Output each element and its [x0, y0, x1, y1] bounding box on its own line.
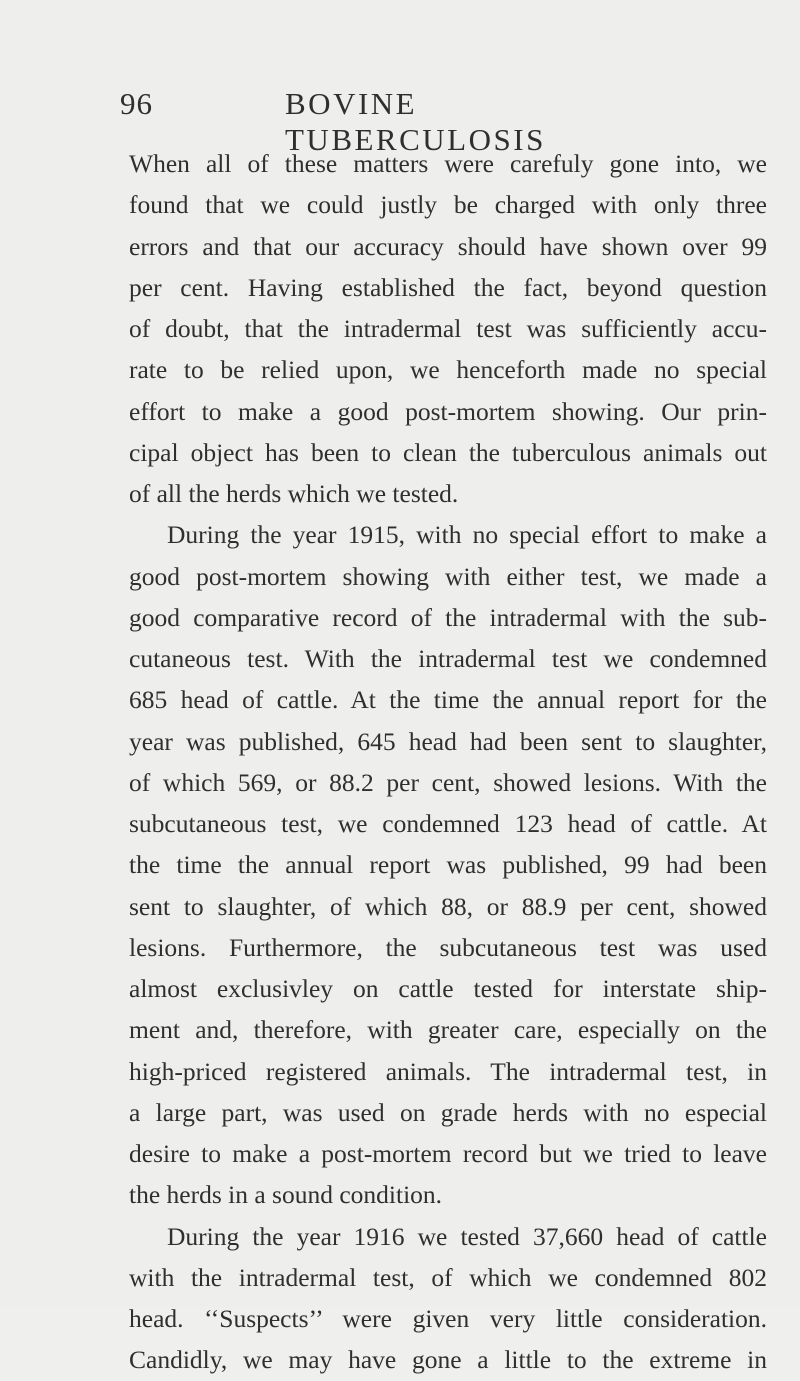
text-line: cutaneous test. With the intradermal test we condemned	[129, 644, 767, 673]
text-line: high-priced registered animals. The intradermal test, in	[129, 1056, 767, 1086]
text-line: When all of these matters were carefuly gone into, we	[129, 149, 767, 178]
text-line: 685 head of cattle. At the time the annual report for the	[129, 685, 767, 715]
text-line: almost exclusivley on cattle tested for interstate ship-	[129, 974, 767, 1003]
text-line: errors and that our accuracy should have shown over 99	[129, 231, 767, 261]
text-line: desire to make a post-mortem record but we tried to leave	[129, 1139, 767, 1168]
text-line: Candidly, we may have gone a little to the extreme in	[129, 1345, 767, 1375]
text-line: the herds in a sound condition.	[129, 1180, 443, 1210]
text-line: head. ‘‘Suspects’’ were given very little consideration.	[129, 1304, 767, 1333]
page-number: 96	[120, 86, 153, 121]
text-line: found that we could justly be charged with only three	[129, 190, 767, 220]
text-line: with the intradermal test, of which we condemned 802	[129, 1262, 767, 1292]
body-text	[129, 143, 767, 1381]
page-header	[120, 86, 680, 157]
running-head: BOVINE TUBERCULOSIS	[285, 86, 546, 157]
text-line: cipal object has been to clean the tuberculous animals out	[129, 437, 767, 467]
text-line: the time the annual report was published, 99 had been	[129, 850, 767, 880]
text-line: rate to be relied upon, we henceforth made no special	[129, 355, 767, 385]
text-line: During the year 1915, with no special effort to make a	[167, 520, 767, 550]
text-line: a large part, was used on grade herds with no especial	[129, 1097, 767, 1127]
text-line: During the year 1916 we tested 37,660 head of cattle	[167, 1221, 767, 1251]
text-line: year was published, 645 head had been sent to slaughter,	[129, 726, 767, 756]
text-line: lesions. Furthermore, the subcutaneous test was used	[129, 932, 767, 962]
text-line: good comparative record of the intradermal with the sub-	[129, 602, 767, 632]
text-line: ment and, therefore, with greater care, especially on the	[129, 1015, 767, 1045]
text-line: of all the herds which we tested.	[129, 479, 459, 508]
text-line: of which 569, or 88.2 per cent, showed lesions. With the	[129, 767, 767, 797]
text-line: per cent. Having established the fact, beyond question	[129, 272, 767, 302]
text-line: of doubt, that the intradermal test was sufficiently accu-	[129, 314, 767, 343]
text-line: good post-mortem showing with either test, we made a	[129, 561, 767, 591]
text-line: sent to slaughter, of which 88, or 88.9 per cent, showed	[129, 891, 767, 921]
text-line: effort to make a good post-mortem showing. Our prin-	[129, 396, 767, 426]
text-line: subcutaneous test, we condemned 123 head of cattle. At	[129, 809, 767, 838]
